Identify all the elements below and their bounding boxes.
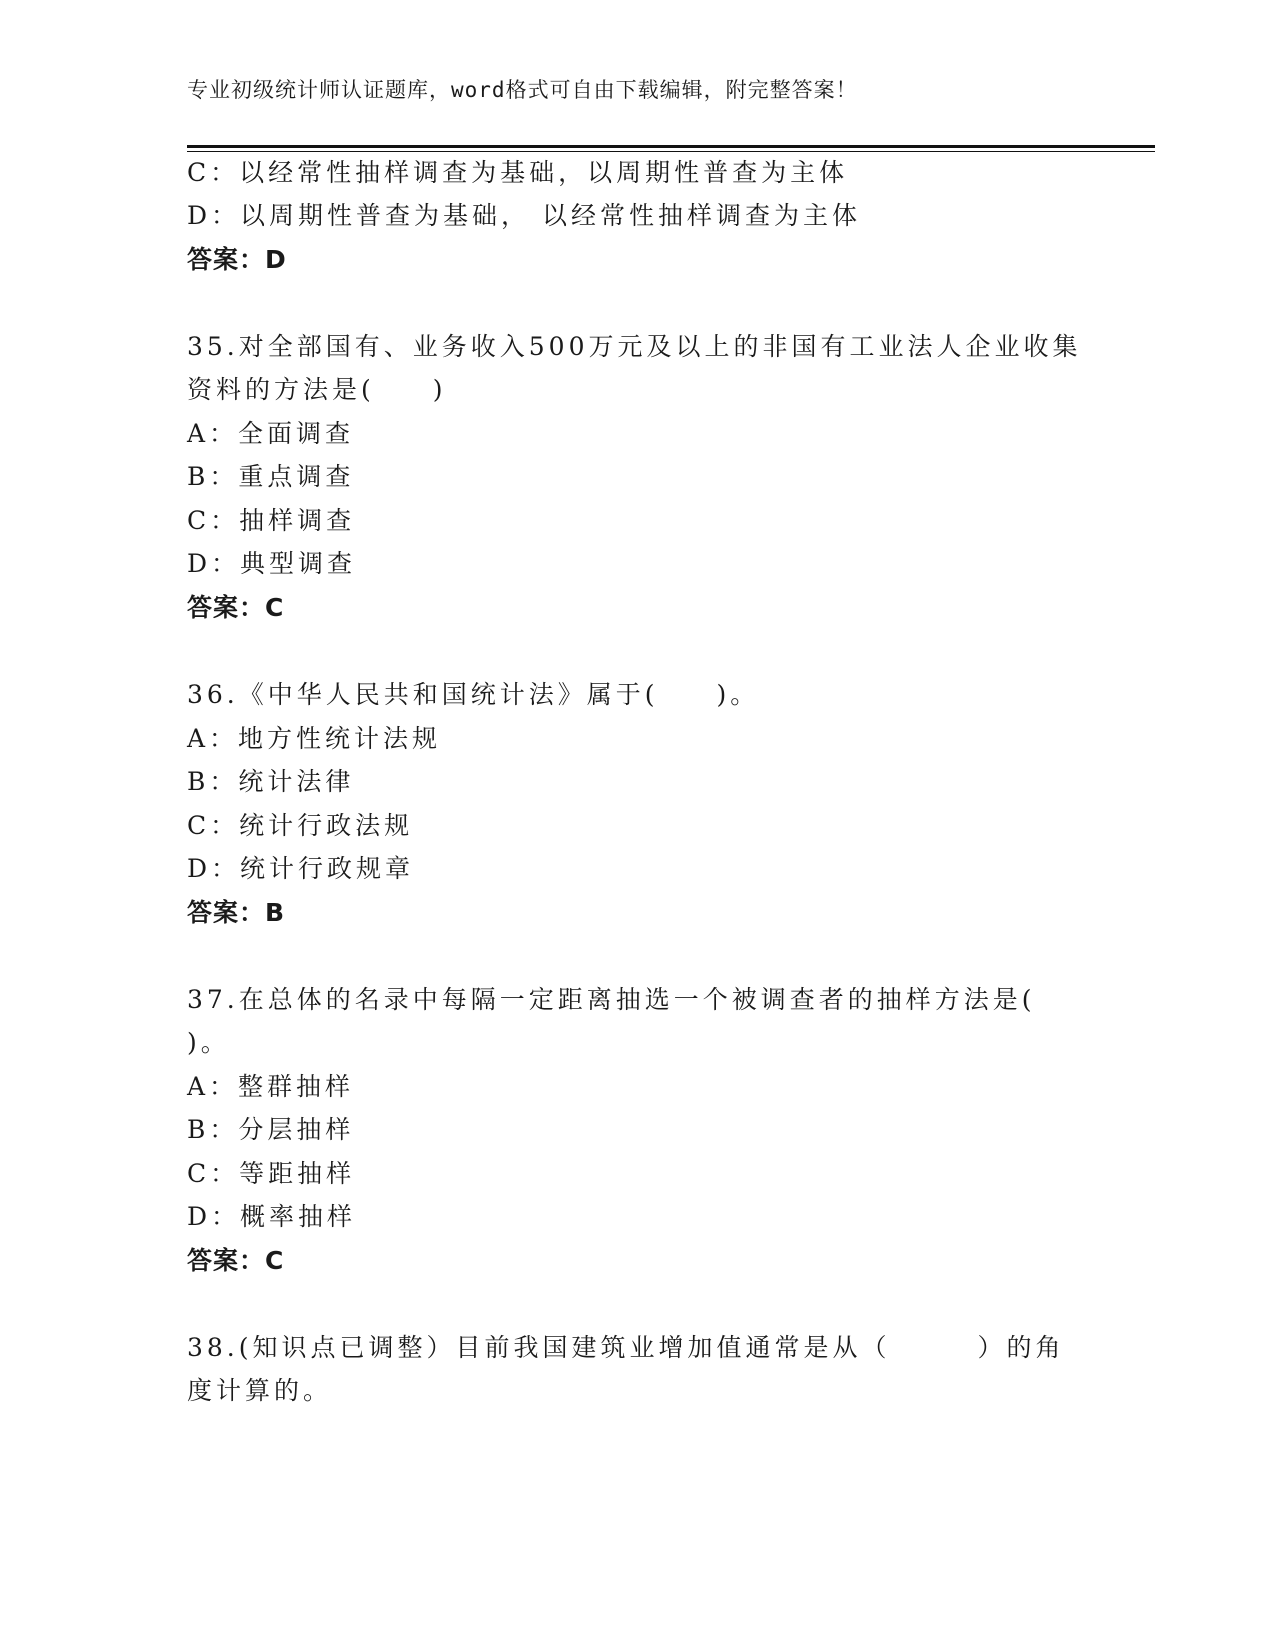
prev-option-c: C：以经常性抽样调查为基础，以周期性普查为主体 (187, 158, 849, 187)
q35-option-a: A：全面调查 (187, 419, 355, 448)
prev-option-d: D：以周期性普查为基础， 以经常性抽样调查为主体 (187, 201, 861, 230)
prev-answer: 答案：D (187, 245, 287, 274)
q36-option-a: A：地方性统计法规 (187, 724, 442, 753)
q36-option-c: C：统计行政法规 (187, 811, 414, 840)
q35-option-d: D：典型调查 (187, 549, 357, 578)
q35-answer: 答案：C (187, 593, 285, 622)
q36-option-d: D：统计行政规章 (187, 854, 415, 883)
header-divider-thin (187, 151, 1155, 152)
q38-stem-line1: 38.(知识点已调整）目前我国建筑业增加值通常是从（ ）的角 (187, 1333, 1065, 1362)
q37-option-a: A：整群抽样 (187, 1072, 355, 1101)
q35-stem-line2: 资料的方法是( ) (187, 375, 447, 404)
q36-stem-line1: 36.《中华人民共和国统计法》属于( )。 (187, 680, 760, 709)
q35-option-c: C：抽样调查 (187, 506, 356, 535)
q37-option-b: B：分层抽样 (187, 1115, 355, 1144)
q37-option-d: D：概率抽样 (187, 1202, 357, 1231)
q35-option-b: B：重点调查 (187, 462, 355, 491)
q35-stem-line1: 35.对全部国有、业务收入500万元及以上的非国有工业法人企业收集 (187, 332, 1082, 361)
q36-option-b: B：统计法律 (187, 767, 355, 796)
q38-stem-line2: 度计算的。 (187, 1376, 333, 1405)
q37-option-c: C：等距抽样 (187, 1159, 356, 1188)
q37-answer: 答案：C (187, 1246, 285, 1275)
header-divider (187, 145, 1155, 148)
q37-stem-line2: )。 (187, 1028, 230, 1057)
q37-stem-line1: 37.在总体的名录中每隔一定距离抽选一个被调查者的抽样方法是( (187, 985, 1036, 1014)
page-header: 专业初级统计师认证题库，word格式可自由下载编辑，附完整答案！ (187, 78, 858, 102)
q36-answer: 答案：B (187, 898, 286, 927)
